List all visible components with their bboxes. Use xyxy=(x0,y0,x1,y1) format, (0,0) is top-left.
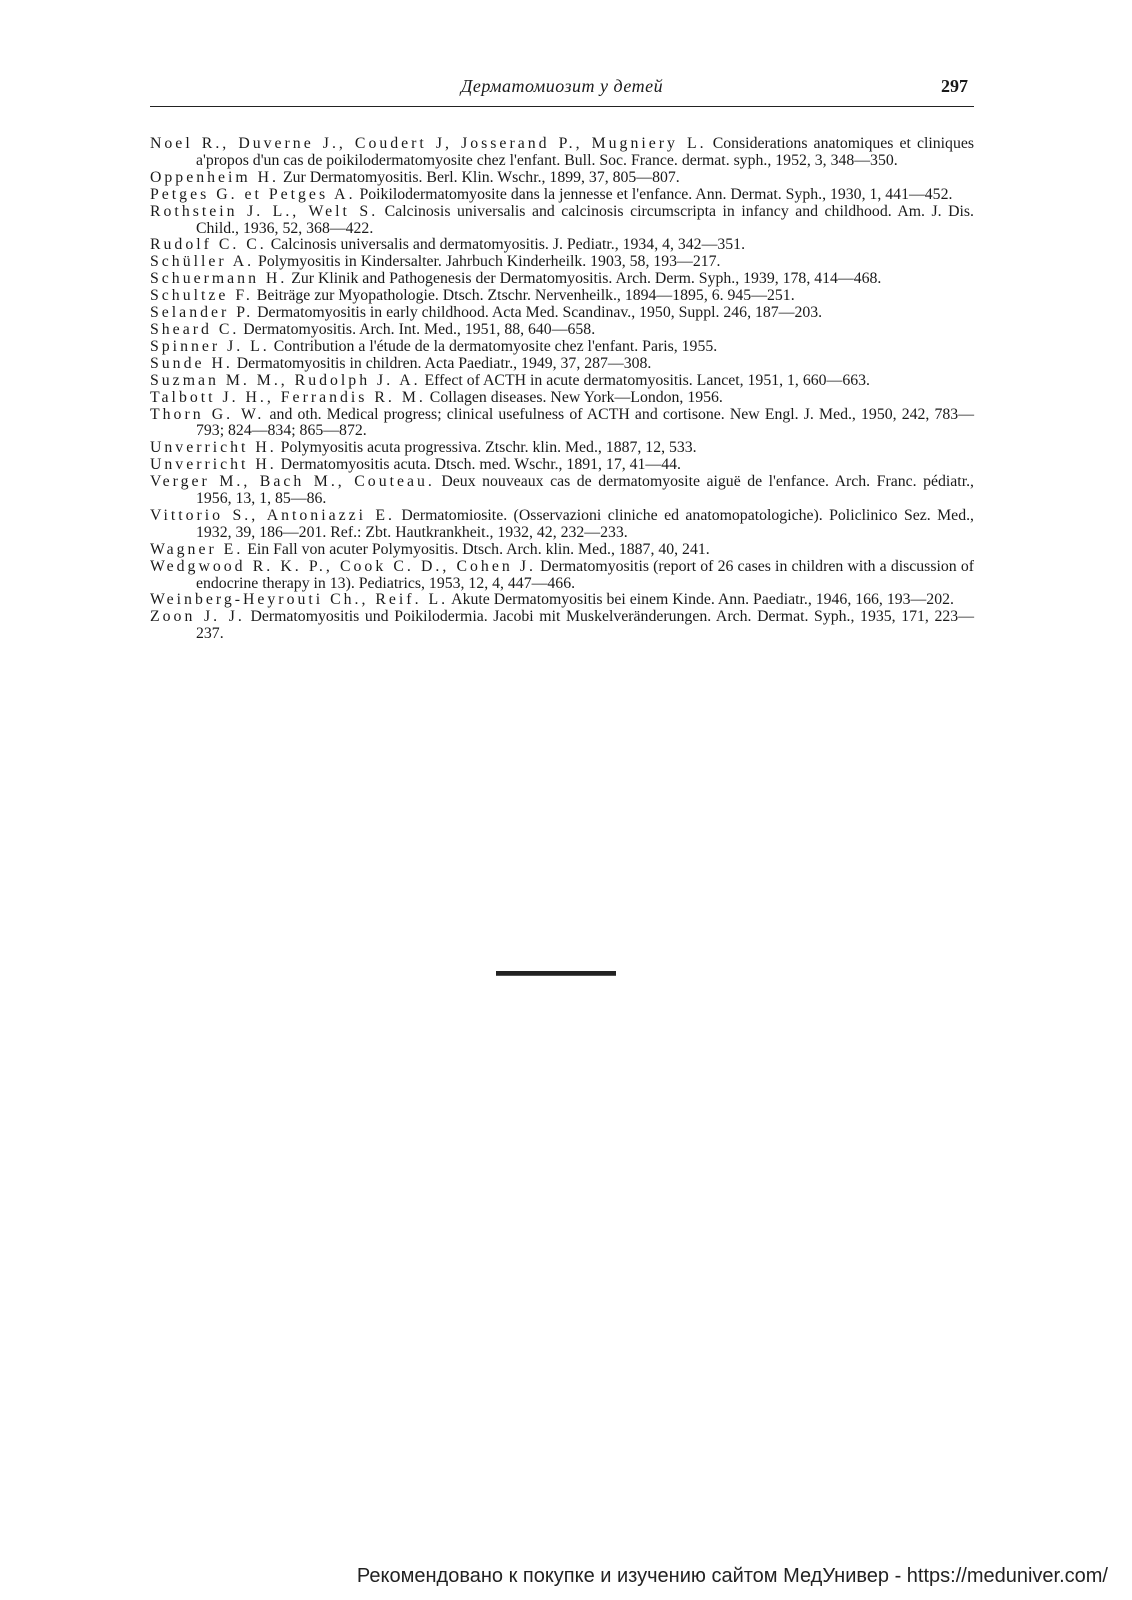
reference-entry xyxy=(150,440,974,457)
reference-text: Zur Klinik and Pathogenesis der Dermatomyositis. Arch. Derm. Syph., 1939, 178, 414—468. xyxy=(287,270,882,288)
reference-authors: Selander P. xyxy=(150,304,254,322)
reference-entry xyxy=(150,271,974,288)
reference-text: Effect of ACTH in acute dermatomyositis. Lancet, 1951, 1, 660—663. xyxy=(420,371,870,389)
reference-authors: Suzman M. M., Rudolph J. A. xyxy=(150,371,421,389)
reference-text: Akute Dermatomyositis bei einem Kinde. Ann. Paediatr., 1946, 166, 193—202. xyxy=(448,591,954,609)
reference-entry xyxy=(150,474,974,508)
reference-text: Dermatomyositis und Poikilodermia. Jacobi mit Muskelveränderungen. Arch. Dermat. Syph., 1935, 171, 223—237. xyxy=(196,608,974,643)
reference-authors: Talbott J. H., Ferrandis R. M. xyxy=(150,388,426,406)
reference-text: Ein Fall von acuter Polymyositis. Dtsch. Arch. klin. Med., 1887, 40, 241. xyxy=(243,540,710,558)
header-title: Дерматомиозит у детей xyxy=(460,76,664,96)
reference-text: Polymyositis in Kindersalter. Jahrbuch Kinderheilk. 1903, 58, 193—217. xyxy=(254,253,721,271)
reference-authors: Rudolf C. C. xyxy=(150,236,267,254)
reference-text: Considerations anatomiques et cliniques a'propos d'un cas de poikilodermatomyosite chez l'enfant. Bull. Soc. France. dermat. syph., 1952, 3, 348—350. xyxy=(196,135,975,169)
reference-text: Poikilodermatomyosite dans la jennesse et l'enfance. Ann. Dermat. Syph., 1930, 1, 441—452. xyxy=(355,185,953,203)
reference-text: Dermatomyositis in children. Acta Paediatr., 1949, 37, 287—308. xyxy=(232,354,652,372)
running-header xyxy=(150,76,974,107)
reference-authors: Schüller A. xyxy=(150,253,255,271)
reference-authors: Unverricht H. xyxy=(150,456,277,474)
reference-text: Polymyositis acuta progressiva. Ztschr. klin. Med., 1887, 12, 533. xyxy=(276,439,697,457)
reference-entry xyxy=(150,187,974,204)
reference-text: Beiträge zur Myopathologie. Dtsch. Ztschr. Nervenheilk., 1894—1895, 6. 945—251. xyxy=(252,287,795,305)
page-number: 297 xyxy=(941,76,968,96)
reference-authors: Oppenheim H. xyxy=(150,168,280,186)
reference-authors: Petges G. et Petges A. xyxy=(150,185,356,203)
reference-authors: Verger M., Bach M., Couteau. xyxy=(150,473,435,491)
reference-entry xyxy=(150,288,974,305)
reference-entry xyxy=(150,305,974,322)
reference-entry xyxy=(150,237,974,254)
reference-authors: Noel R., Duverne J., Coudert J, Josserand P., Mugniery L. xyxy=(150,135,707,152)
footer-watermark: Рекомендовано к покупке и изучению сайтом МедУнивер - https://meduniver.com/ xyxy=(356,1565,1108,1587)
reference-entry xyxy=(150,559,974,593)
reference-authors: Zoon J. J. xyxy=(150,608,245,626)
reference-entry xyxy=(150,170,974,187)
end-rule xyxy=(496,971,616,976)
reference-authors: Spinner J. L. xyxy=(150,337,270,355)
reference-entry xyxy=(150,390,974,407)
reference-text: Dermatomyositis (report of 26 cases in children with a discussion of endocrine therapy in 13). Pediatrics, 1953, 12, 4, 447—466. xyxy=(196,557,974,592)
reference-authors: Vittorio S., Antoniazzi E. xyxy=(150,506,396,524)
reference-entry xyxy=(150,407,974,441)
reference-authors: Unverricht H. xyxy=(150,439,277,457)
reference-text: Deux nouveaux cas de dermatomyosite aiguë de l'enfance. Arch. Franc. pédiatr., 1956, 13, 1, 85—86. xyxy=(196,473,974,508)
reference-entry xyxy=(150,508,974,542)
reference-entry xyxy=(150,339,974,356)
reference-text: Dermatomiosite. (Osservazioni cliniche ed anatomopatologiche). Policlinico Sez. Med., 1932, 39, 186—201. Ref.: Zbt. Hautkrankheit., 1932, 42, 232—233. xyxy=(196,506,974,541)
reference-entry xyxy=(150,609,974,643)
reference-text: Dermatomyositis acuta. Dtsch. med. Wschr., 1891, 17, 41—44. xyxy=(276,456,681,474)
reference-entry xyxy=(150,592,974,609)
reference-entry xyxy=(150,457,974,474)
reference-authors: Schuermann H. xyxy=(150,270,288,288)
reference-authors: Rothstein J. L., Welt S. xyxy=(150,202,379,220)
reference-entry xyxy=(150,373,974,390)
reference-entry xyxy=(150,356,974,373)
reference-text: Calcinosis universalis and calcinosis circumscripta in infancy and childhood. Am. J. Dis. Child., 1936, 52, 368—422. xyxy=(196,202,974,237)
reference-authors: Sheard C. xyxy=(150,320,240,338)
reference-text: Contribution a l'étude de la dermatomyosite chez l'enfant. Paris, 1955. xyxy=(269,337,718,355)
reference-entry xyxy=(150,254,974,271)
reference-authors: Wagner E. xyxy=(150,540,244,558)
reference-entry xyxy=(150,136,974,170)
reference-list xyxy=(150,136,974,643)
reference-authors: Schultze F. xyxy=(150,287,253,305)
reference-authors: Sunde H. xyxy=(150,354,233,372)
reference-authors: Weinberg-Heyrouti Ch., Reif. L. xyxy=(150,591,449,609)
reference-text: Collagen diseases. New York—London, 1956. xyxy=(425,388,723,406)
reference-text: Dermatomyositis. Arch. Int. Med., 1951, 88, 640—658. xyxy=(239,320,596,338)
reference-entry xyxy=(150,542,974,559)
reference-text: Zur Dermatomyositis. Berl. Klin. Wschr., 1899, 37, 805—807. xyxy=(279,168,680,186)
reference-authors: Wedgwood R. K. P., Cook C. D., Cohen J. xyxy=(150,557,536,575)
reference-text: and oth. Medical progress; clinical usefulness of ACTH and cortisone. New Engl. J. Med., 1950, 242, 783—793; 824—834; 865—872. xyxy=(196,405,974,440)
reference-entry xyxy=(150,204,974,238)
reference-entry xyxy=(150,322,974,339)
reference-text: Dermatomyositis in early childhood. Acta Med. Scandinav., 1950, Suppl. 246, 187—203. xyxy=(253,304,823,322)
reference-text: Calcinosis universalis and dermatomyositis. J. Pediatr., 1934, 4, 342—351. xyxy=(266,236,746,254)
reference-authors: Thorn G. W. xyxy=(150,405,265,423)
